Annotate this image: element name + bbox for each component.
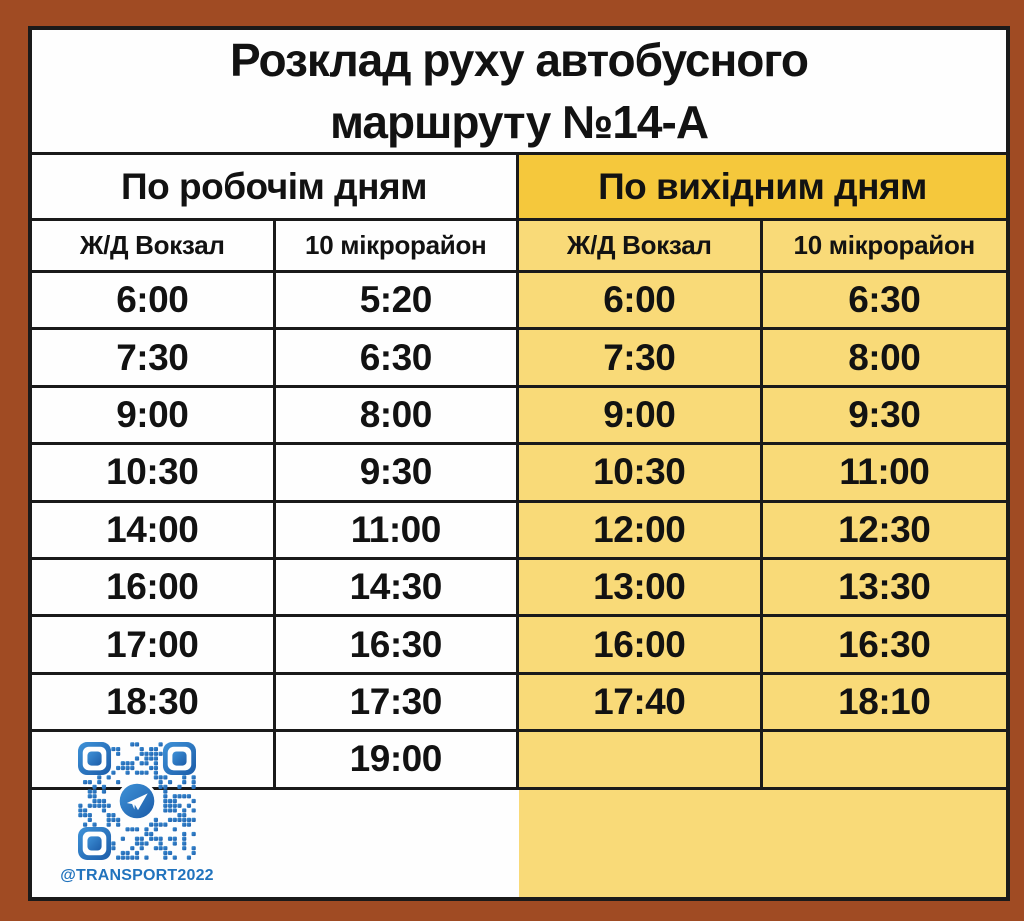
time-cell: 10:30	[32, 445, 276, 502]
qr-block	[60, 742, 214, 885]
poster-title	[32, 30, 1006, 155]
time-cell: 9:30	[276, 445, 520, 502]
time-cell: 8:00	[276, 388, 520, 445]
time-cell: 16:30	[276, 617, 520, 674]
column-header-weekends-district: 10 мікрорайон	[763, 221, 1007, 273]
time-cell	[763, 732, 1007, 789]
time-cell: 12:30	[763, 503, 1007, 560]
time-cell: 6:30	[763, 273, 1007, 330]
time-cell: 9:00	[32, 388, 276, 445]
time-cell: 12:00	[519, 503, 763, 560]
time-cell: 16:00	[32, 560, 276, 617]
time-cell: 8:00	[763, 330, 1007, 387]
time-cell: 11:00	[763, 445, 1007, 502]
time-cell: 18:30	[32, 675, 276, 732]
section-header-workdays: По робочім дням	[32, 155, 519, 221]
time-cell: 7:30	[519, 330, 763, 387]
time-cell	[519, 732, 763, 789]
time-cell: 6:00	[519, 273, 763, 330]
column-header-workdays-station: Ж/Д Вокзал	[32, 221, 276, 273]
time-cell: 9:30	[763, 388, 1007, 445]
time-cell: 16:30	[763, 617, 1007, 674]
time-cell: 6:30	[276, 330, 520, 387]
time-cell: 7:30	[32, 330, 276, 387]
time-cell: 13:30	[763, 560, 1007, 617]
time-cell: 19:00	[276, 732, 520, 789]
time-cell: 14:00	[32, 503, 276, 560]
time-cell: 13:00	[519, 560, 763, 617]
time-cell: 10:30	[519, 445, 763, 502]
time-cell: 17:40	[519, 675, 763, 732]
title-line-2: маршруту №14-А	[329, 96, 709, 148]
time-cell: 18:10	[763, 675, 1007, 732]
time-cell: 14:30	[276, 560, 520, 617]
time-cell: 17:30	[276, 675, 520, 732]
qr-caption: @TRANSPORT2022	[60, 867, 214, 884]
title-line-1: Розклад руху автобусного	[229, 34, 809, 86]
time-cell: 17:00	[32, 617, 276, 674]
telegram-qr-code-icon	[78, 742, 196, 860]
column-header-weekends-station: Ж/Д Вокзал	[519, 221, 763, 273]
time-cell: 16:00	[519, 617, 763, 674]
time-cell: 11:00	[276, 503, 520, 560]
time-cell: 9:00	[519, 388, 763, 445]
footer-right-area	[519, 790, 1006, 897]
section-header-weekends: По вихідним дням	[519, 155, 1006, 221]
column-header-workdays-district: 10 мікрорайон	[276, 221, 520, 273]
time-cell: 5:20	[276, 273, 520, 330]
time-cell: 6:00	[32, 273, 276, 330]
